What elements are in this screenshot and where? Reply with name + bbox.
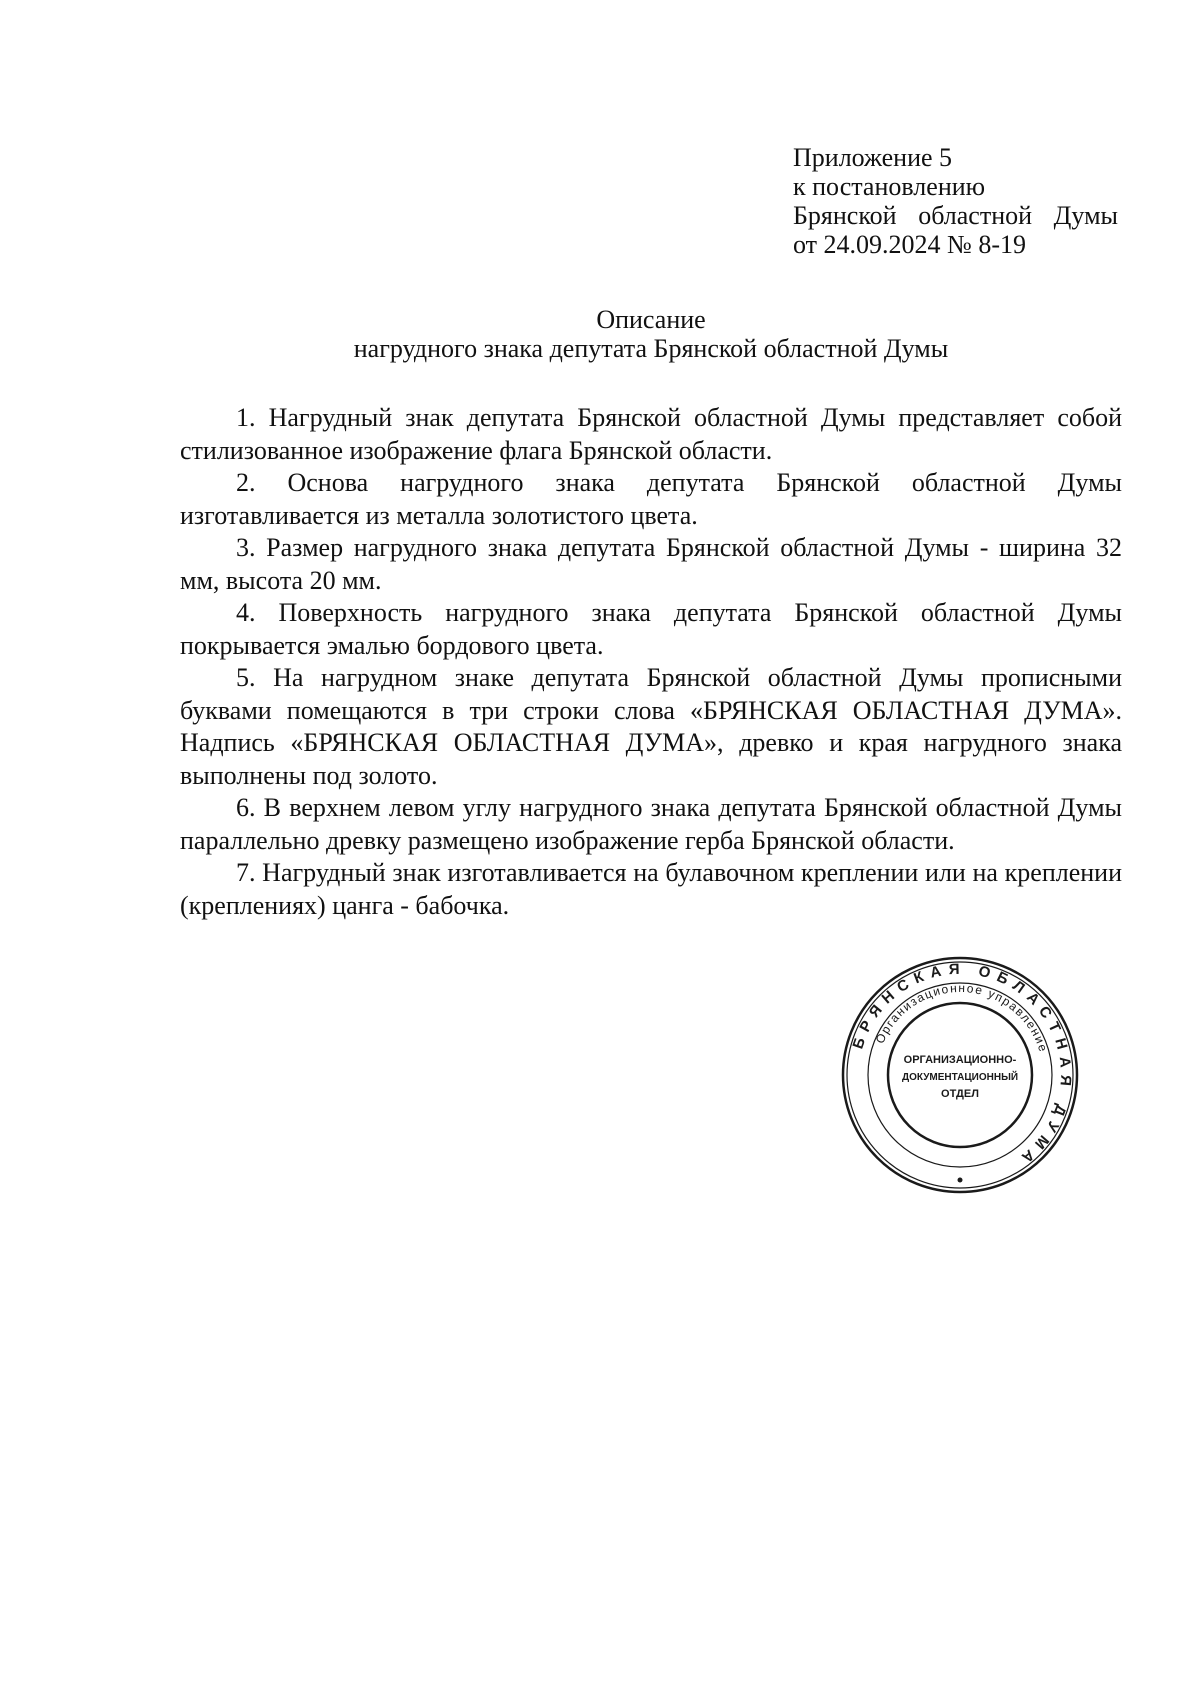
title-subheading: нагрудного знака депутата Брянской областной Думы xyxy=(353,334,949,363)
stamp-center-line-2: ДОКУМЕНТАЦИОННЫЙ xyxy=(901,1072,1019,1083)
stamp-seal-graphic xyxy=(840,955,1080,1195)
paragraph-2: 2. Основа нагрудного знака депутата Брянской областной Думы изготавливается из металла золотистого цвета. xyxy=(180,468,1122,530)
appendix-header xyxy=(793,143,1118,259)
paragraph-3: 3. Размер нагрудного знака депутата Брянской областной Думы - ширина 32 мм, высота 20 мм. xyxy=(180,533,1122,595)
appendix-number: Приложение 5 xyxy=(793,143,953,172)
paragraph-5: 5. На нагрудном знаке депутата Брянской областной Думы прописными буквами помещаются в три строки слова «БРЯНСКАЯ ОБЛАСТНАЯ ДУМА». Надпись «БРЯНСКАЯ ОБЛАСТНАЯ ДУМА», древко и края нагрудного знака выполнены под золото. xyxy=(180,663,1122,790)
title-heading: Описание xyxy=(596,305,706,334)
stamp-inner-text: Организационное управление xyxy=(872,980,1051,1055)
document-title xyxy=(180,305,1122,363)
document-body xyxy=(180,402,1122,922)
appendix-date-number: от 24.09.2024 № 8-19 xyxy=(793,230,1026,259)
paragraph-1: 1. Нагрудный знак депутата Брянской областной Думы представляет собой стилизованное изображение флага Брянской области. xyxy=(180,403,1122,465)
stamp-center-line-3: ОТДЕЛ xyxy=(941,1088,979,1100)
appendix-issuer: Брянской областной Думы xyxy=(793,201,1118,230)
paragraph-7: 7. Нагрудный знак изготавливается на булавочном креплении или на креплении (креплениях) цанга - бабочка. xyxy=(180,858,1122,920)
paragraph-6: 6. В верхнем левом углу нагрудного знака депутата Брянской областной Думы параллельно древку размещено изображение герба Брянской области. xyxy=(180,793,1122,855)
appendix-reference: к постановлению xyxy=(793,172,986,201)
stamp-outer-text: БРЯНСКАЯ ОБЛАСТНАЯ ДУМА xyxy=(849,960,1075,1171)
official-stamp xyxy=(840,955,1080,1195)
stamp-center-line-1: ОРГАНИЗАЦИОННО- xyxy=(903,1054,1017,1066)
stamp-dot-icon xyxy=(958,1178,963,1183)
paragraph-4: 4. Поверхность нагрудного знака депутата Брянской областной Думы покрывается эмалью бордового цвета. xyxy=(180,598,1122,660)
